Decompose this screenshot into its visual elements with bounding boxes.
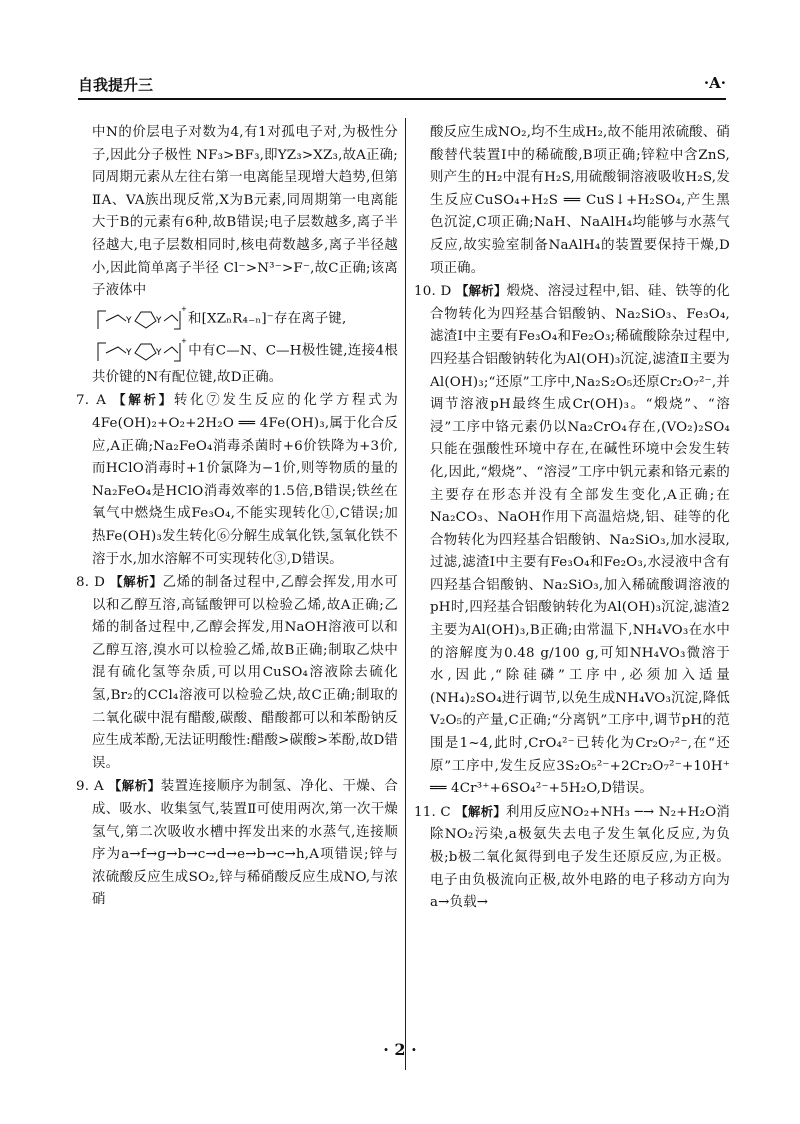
- q10-text: 煅烧、溶浸过程中,铝、硅、铁等的化合物转化为四羟基合铝酸钠、Na₂SiO₃、Fe₃O₄,滤渣Ⅰ中主要有Fe₃O₄和Fe₂O₃;稀硫酸除杂过程中,四羟基合铝酸钠转化为Al(OH)₃沉淀,滤渣Ⅱ主要为Al(OH)₃;“还原”工序中,Na₂S₂O₅还原Cr₂O₇²⁻,并调节溶液pH最终生成Cr(OH)₃。“煅烧”、“溶浸”工序中铬元素仍以Na₂CrO₄存在,(VO₂)₂SO₄只能在强酸性环境中存在,在碱性环境中会发生转化,因此,“煅烧”、“溶浸”工序中钒元素和铬元素的主要存在形态并没有全部发生变化,A正确;在Na₂CO₃、NaOH作用下高温焙烧,铝、硅等的化合物转化为四羟基合铝酸钠、Na₂SiO₃,加水浸取,过滤,滤渣Ⅰ中主要有Fe₃O₄和Fe₂O₃,水浸液中含有四羟基合铝酸钠、Na₂SiO₃,加入稀硫酸调溶液的pH时,四羟基合铝酸钠转化为Al(OH)₃沉淀,滤渣2主要为Al(OH)₃,B正确;由常温下,NH₄VO₃在水中的溶解度为0.48 g/100 g,可知NH₄VO₃微溶于水,因此,“除硅磷”工序中,必须加入适量(NH₄)₂SO₄进行调节,以免生成NH₄VO₃沉淀,降低V₂O₅的产量,C正确;“分离钒”工序中,调节pH的范围是1~4,此时,CrO₄²⁻已转化为Cr₂O₇²⁻,在“还原”工序中,发生反应3S₂O₅²⁻+2Cr₂O₇²⁻+10H⁺ ══ 4Cr³⁺+6SO₄²⁻+5H₂O,D错误。: [430, 284, 731, 797]
- q8-text: 乙烯的制备过程中,乙醇会挥发,用水可以和乙醇互溶,高锰酸钾可以检验乙烯,故A正确;乙烯的制备过程中,乙醇会挥发,用NaOH溶液可以和乙醇互溶,溴水可以检验乙烯,故B正确;制取乙炔中混有硫化氢等杂质,可以用CuSO₄溶液除去硫化氢,Br₂的CCl₄溶液可以检验乙炔,故C正确;制取的二氧化碳中混有醋酸,碳酸、醋酸都可以和苯酚钠反应生成苯酚,无法证明酸性:醋酸>碳酸>苯酚,故D错误。: [92, 575, 398, 771]
- q11-text: 利用反应NO₂+NH₃ ─→ N₂+H₂O消除NO₂污染,a极氨失去电子发生氧化反应,为负极;b极二氧化氮得到电子发生还原反应,为正极。电子由负极流向正极,故外电路的电子移动方向为a→负载→: [430, 804, 730, 911]
- imidazolium-structure-1: [92, 303, 188, 335]
- column-divider: [405, 118, 406, 1070]
- q9-analysis-label: 【解析】: [108, 778, 161, 794]
- answer-7: [76, 389, 398, 571]
- q9-continuation: 酸反应生成NO₂,均不生成H₂,故不能用浓硫酸、硝酸替代装置Ⅰ中的稀硫酸,B项正确;锌粒中含ZnS,则产生的H₂中混有H₂S,用硫酸铜溶液吸收H₂S,发生反应CuSO₄+H₂S ══ CuS↓+H₂SO₄,产生黑色沉淀,C项正确;NaH、NaAlH₄均能够与水蒸气反应,故实验室制备NaAlH₄的装置要保持干燥,D项正确。: [430, 125, 730, 276]
- q8-number: 8. D: [76, 575, 111, 591]
- q11-analysis-label: 【解析】: [455, 803, 507, 819]
- svg-text:Y: Y: [156, 315, 162, 326]
- page-number: · 2 ·: [383, 1040, 417, 1059]
- q7-number: 7. A: [76, 393, 114, 409]
- imidazolium-structure-2: [92, 335, 188, 367]
- svg-text:+: +: [181, 304, 188, 313]
- answer-11: [414, 801, 730, 915]
- q10-analysis-label: 【解析】: [455, 283, 507, 299]
- answer-8: [76, 571, 398, 775]
- polar-bond-text: 中有C—N、C—H极性键,连接4根共价键的N有配位键,故D正确。: [92, 343, 398, 385]
- ionic-bond-text: 和[XZₙR₄₋ₙ]⁻存在离子键,: [188, 311, 347, 327]
- svg-text:Y: Y: [156, 347, 162, 358]
- header-version: ·A·: [703, 74, 726, 92]
- q6-continuation: 中N的价层电子对数为4,有1对孤电子对,为极性分子,因此分子极性 NF₃>BF₃,即YZ₃>XZ₃,故A正确;同周期元素从左往右第一电离能呈现增大趋势,但第ⅡA、VA族出现反常,X为B元素,同周期第一电离能大于B的元素有6种,故B错误;电子层数越多,离子半径越大,电子层数相同时,核电荷数越多,离子半径越小,因此简单离子半径 Cl⁻>N³⁻>F⁻,故C正确;该离子液体中: [92, 125, 398, 299]
- svg-text:Y: Y: [126, 347, 132, 358]
- q10-number: 10. D: [414, 284, 456, 300]
- svg-text:+: +: [181, 336, 188, 345]
- q6-structure-line-2: [76, 335, 398, 390]
- q9-text: 装置连接顺序为制氢、净化、干燥、合成、吸水、收集氢气,装置Ⅱ可使用两次,第一次干燥氢气,第二次吸收水槽中挥发出来的水蒸气,连接顺序为a→f→g→b→c→d→e→b→c→h,A项错误;锌与浓硫酸反应生成SO₂,锌与稀硝酸反应生成NO,与浓硝: [92, 779, 398, 908]
- page-header: [78, 72, 726, 100]
- q6-structure-line-1: [76, 303, 398, 335]
- q7-analysis-label: 【解析】: [113, 392, 174, 408]
- q9-number: 9. A: [76, 779, 109, 795]
- q11-number: 11. C: [414, 804, 456, 820]
- left-column: [76, 122, 398, 912]
- header-title: 自我提升三: [78, 76, 154, 94]
- right-column: [414, 122, 730, 915]
- answer-10: [414, 280, 730, 801]
- q7-text: 转化⑦发生反应的化学方程式为4Fe(OH)₂+O₂+2H₂O ══ 4Fe(OH)₃,属于化合反应,A正确;Na₂FeO₄消毒杀菌时+6价铁降为+3价,而HClO消毒时+1价氯降为−1价,则等物质的量的Na₂FeO₄是HClO消毒效率的1.5倍,B错误;铁丝在氧气中燃烧生成Fe₃O₄,不能实现转化①,C错误;加热Fe(OH)₃发生转化⑥分解生成氧化铁,氢氧化铁不溶于水,加水溶解不可实现转化③,D错误。: [92, 393, 398, 567]
- answer-9: [76, 775, 398, 912]
- q8-analysis-label: 【解析】: [110, 574, 163, 590]
- svg-text:Y: Y: [126, 315, 132, 326]
